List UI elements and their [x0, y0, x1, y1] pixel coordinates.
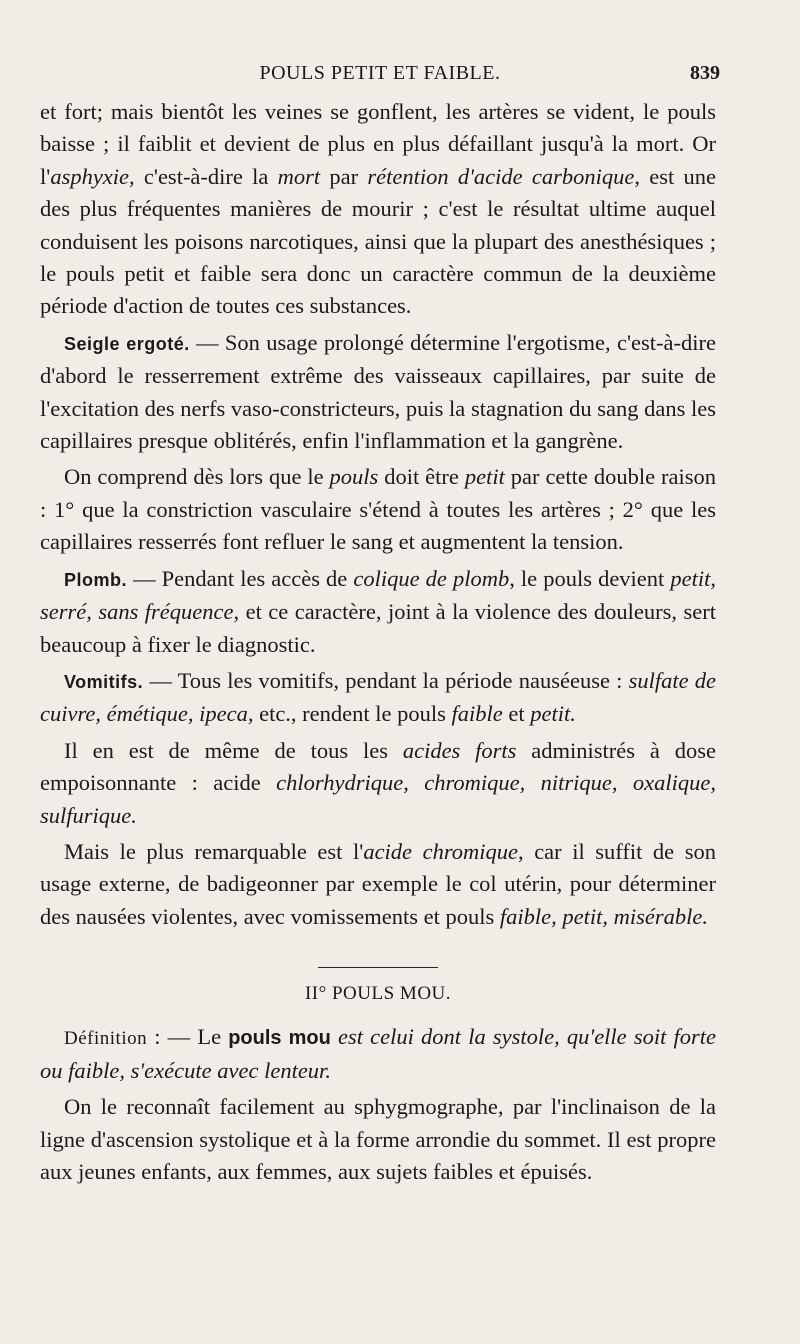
defined-term: pouls mou — [228, 1026, 331, 1049]
italic-term: petit. — [530, 701, 576, 727]
text-run: On le reconnaît facilement au sphygmographe, par l'inclinaison de la ligne d'ascension systolique et à la forme arrondie du sommet. Il est propre aux jeunes enfants, aux femmes, aux sujets faibles et épuisés. — [40, 1094, 716, 1185]
text-run: doit être — [378, 464, 465, 490]
italic-term: acide chromique — [363, 838, 518, 864]
italic-term: petit — [464, 464, 505, 490]
section-divider — [318, 967, 438, 968]
italic-term: est celui dont la systole, qu'elle soit forte ou faible, s'exécute avec lenteur. — [40, 1023, 716, 1083]
paragraph-sphygmographe — [40, 1091, 716, 1188]
text-run: , le pouls devient — [509, 565, 671, 591]
text-run: — Son usage prolongé détermine l'ergotisme, c'est-à-dire d'abord le resserrement extrême des vaisseaux capillaires, par suite de l'excitation des nerfs vaso-constricteurs, puis la stagnation du sang dans les capillaires presque oblitérés, enfin l'inflammation et la gangrène. — [40, 329, 716, 454]
entry-keyword: Vomitifs. — [64, 671, 144, 692]
text-run: , c'est-à-dire la — [129, 163, 278, 189]
text-run: et — [502, 701, 531, 727]
italic-term: faible, petit, misérable. — [499, 903, 708, 929]
italic-term: chlorhydrique, chromique, nitrique, oxalique, sulfurique. — [40, 770, 716, 828]
paragraph-acides-forts — [40, 735, 716, 832]
text-run: : — Le — [147, 1023, 229, 1049]
italic-term: mort — [277, 163, 321, 189]
paragraph-definition — [40, 1021, 716, 1088]
italic-term: sulfate de cuivre, émétique, ipeca, — [40, 667, 716, 727]
entry-keyword: Plomb. — [64, 569, 128, 590]
text-run: , est une des plus fréquentes manières de mourir ; c'est le résultat ultime auquel conduisent les poisons narcotiques, ainsi que la plupart des anesthésiques ; le pouls petit et faible sera donc un caractère commun de la deuxième période d'action de toutes ces substances. — [40, 163, 716, 319]
text-run: , car il suffit de son usage externe, de badigeonner par exemple le col utérin, pour déterminer des nausées violentes, avec vomissements et pouls — [40, 838, 716, 929]
text-run: administrés à dose empoisonnante : acide — [40, 737, 716, 796]
italic-term: acides forts — [402, 737, 517, 763]
text-run: On comprend dès lors que le — [64, 464, 330, 490]
paragraph-acide-chromique — [40, 836, 716, 933]
italic-term: pouls — [329, 464, 379, 490]
text-run: Mais le plus remarquable est l' — [64, 838, 364, 864]
paragraph-pouls-petit — [40, 461, 716, 558]
text-run: etc., rendent le pouls — [253, 701, 452, 727]
text-run: par — [320, 163, 368, 189]
text-run: et fort; mais bientôt les veines se gonflent, les artères se vident, le pouls baisse ; il faiblit et devient de plus en plus défaillant jusqu'à la mort. Or l' — [40, 99, 716, 189]
italic-term: faible — [451, 701, 503, 727]
section-title: II° POULS MOU. — [304, 983, 452, 1005]
text-run: — Pendant les accès de — [127, 565, 354, 591]
paragraph-plomb — [40, 563, 716, 661]
page-body — [40, 96, 716, 1189]
italic-term: rétention d'acide carbonique — [367, 163, 635, 189]
italic-term: asphyxie — [50, 163, 130, 189]
page-number: 839 — [690, 62, 720, 84]
paragraph-seigle-ergote — [40, 327, 716, 458]
paragraph-asphyxie — [40, 96, 716, 323]
text-run: , et ce caractère, joint à la violence des douleurs, sert beaucoup à fixer le diagnostic. — [40, 599, 716, 657]
definition-label: Définition — [64, 1027, 148, 1049]
running-title: POULS PETIT ET FAIBLE. — [259, 62, 501, 84]
entry-keyword: Seigle ergoté. — [64, 333, 190, 354]
text-run: Il en est de même de tous les — [64, 737, 403, 763]
italic-term: colique de plomb — [353, 565, 510, 591]
italic-term: petit, serré, sans fréquence — [40, 565, 716, 625]
text-run: — Tous les vomitifs, pendant la période nauséeuse : — [143, 667, 629, 693]
page-header — [40, 62, 720, 92]
paragraph-vomitifs — [40, 665, 716, 731]
text-run: par cette double raison : 1° que la constriction vasculaire s'étend à toutes les artères ; 2° que les capillaires resserrés font refluer le sang et augmentent la tension. — [40, 464, 716, 555]
